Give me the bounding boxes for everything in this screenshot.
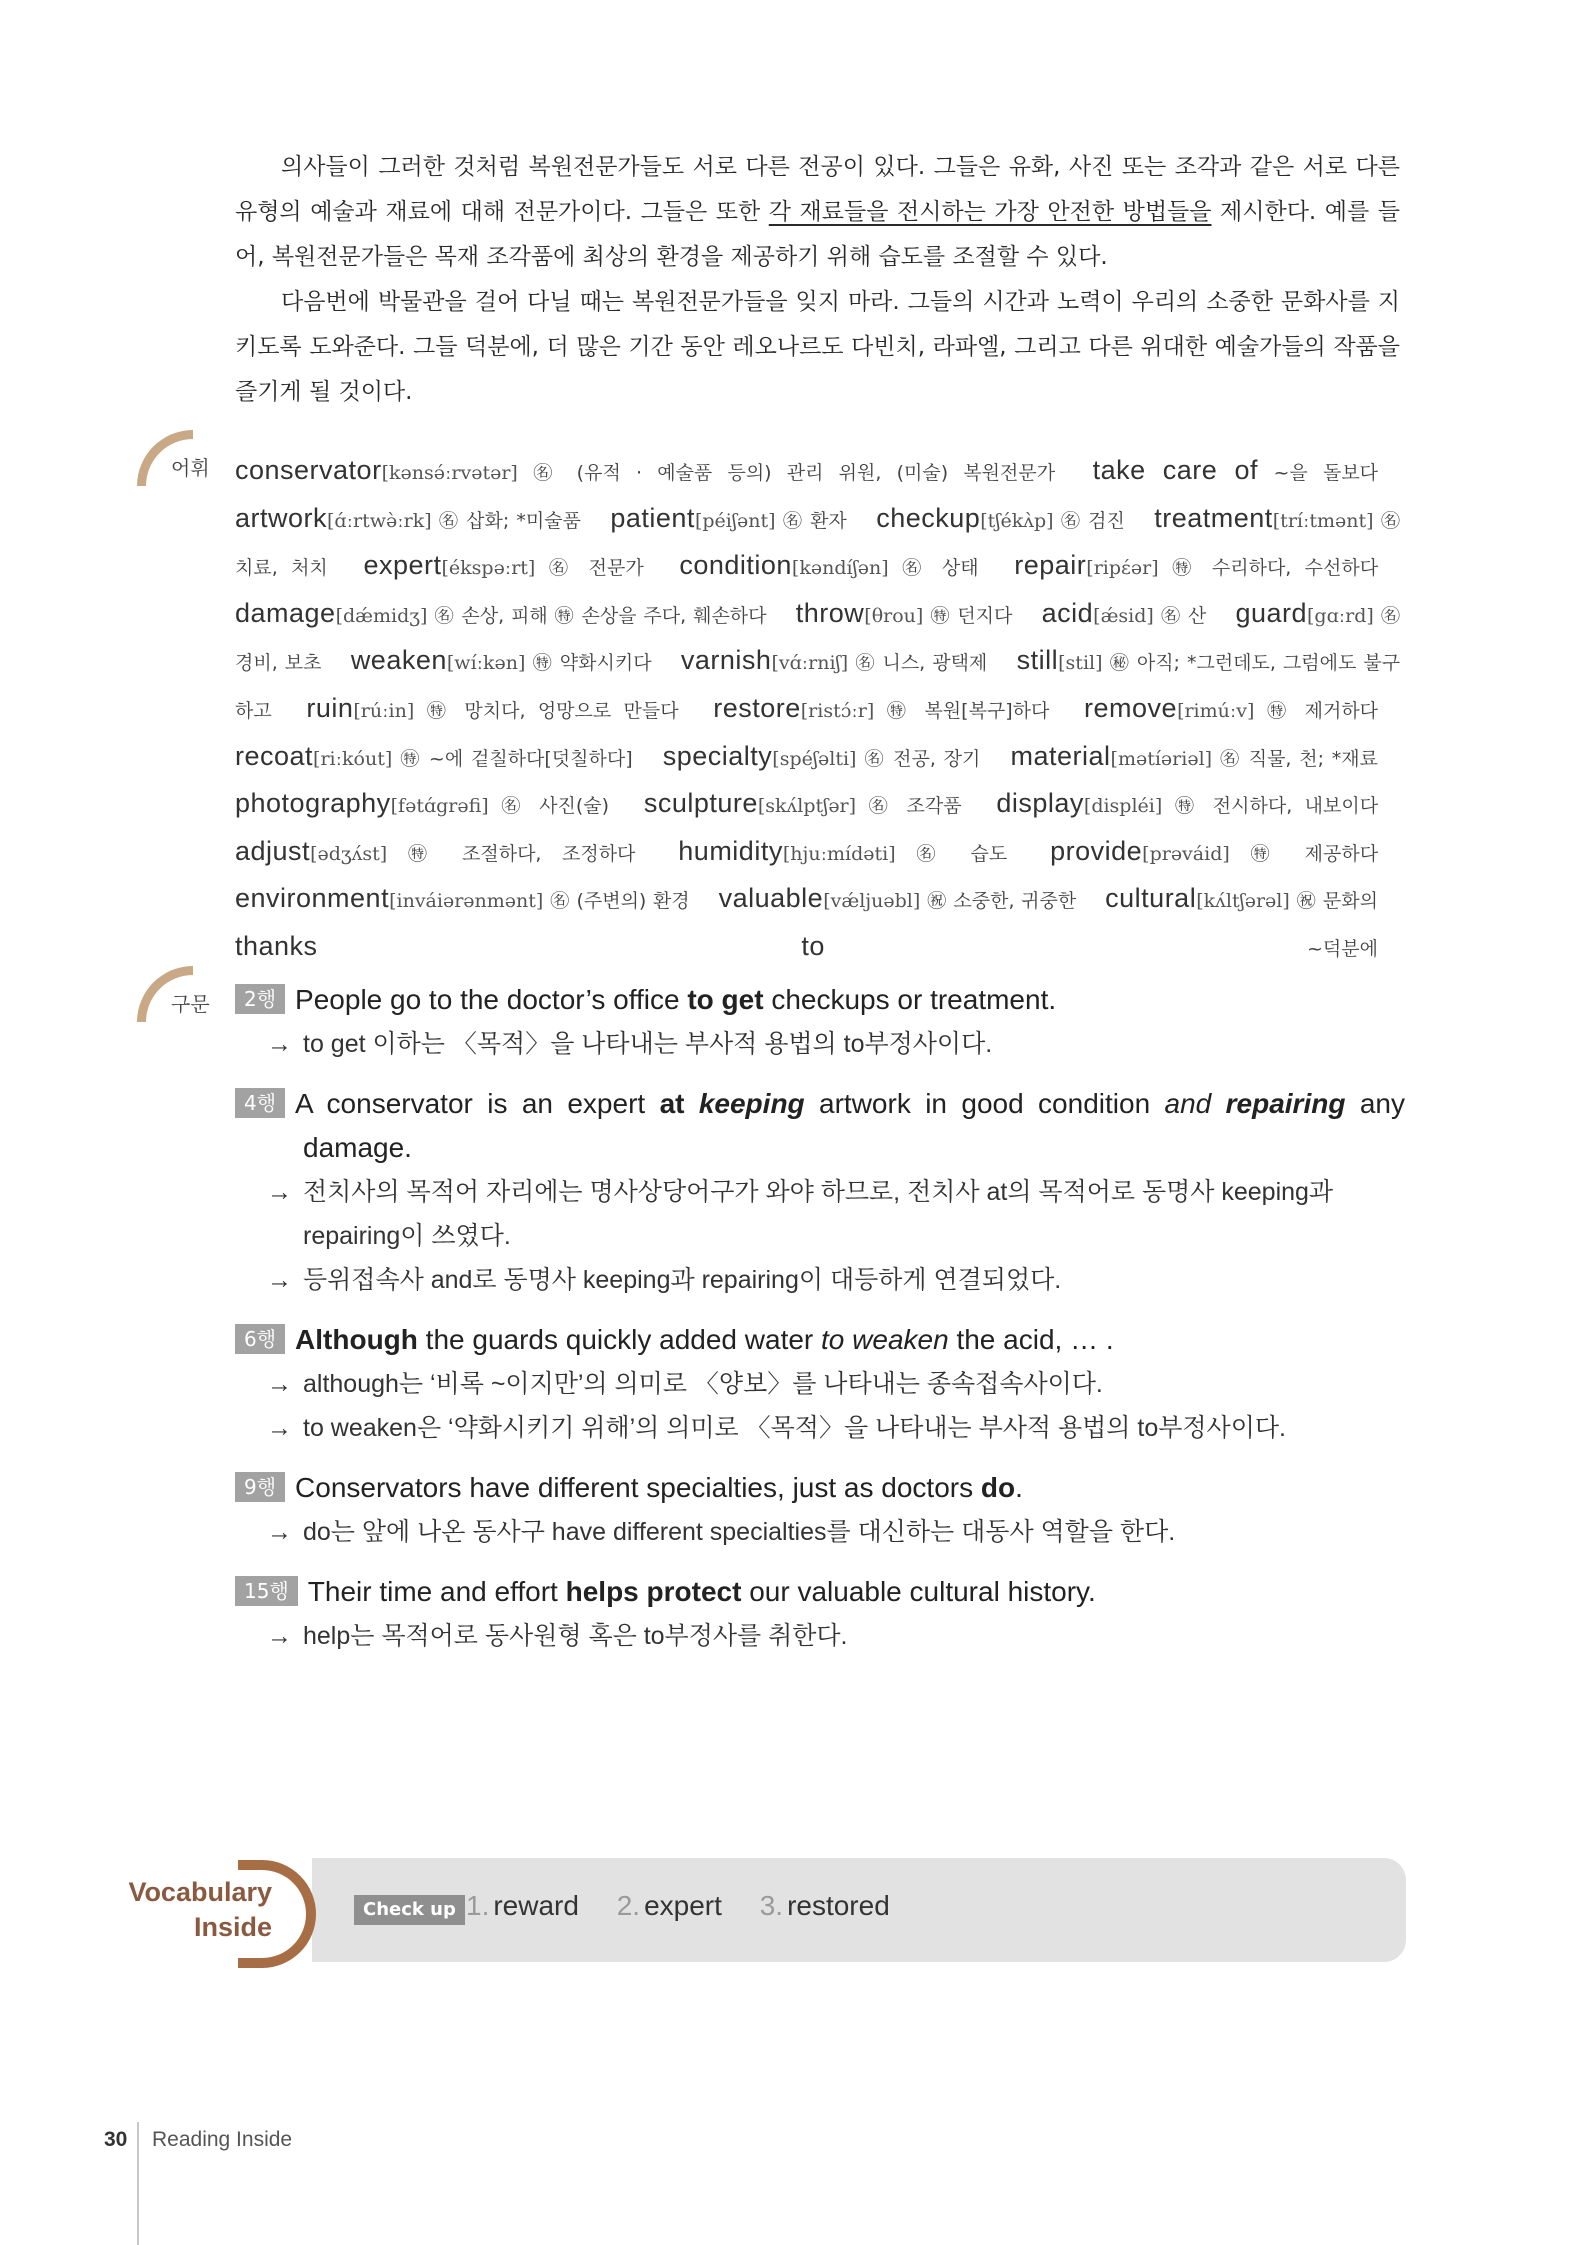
vocab-word: photography bbox=[235, 788, 391, 819]
vocab-entry bbox=[235, 835, 636, 866]
vocab-word: ruin bbox=[306, 692, 354, 723]
vocab-word: condition bbox=[679, 550, 792, 581]
vocab-word: display bbox=[996, 788, 1084, 819]
arrow-icon: → bbox=[267, 1414, 292, 1442]
vocab-word: recoat bbox=[235, 740, 314, 771]
arrow-icon: → bbox=[267, 1622, 292, 1650]
vocab-entry bbox=[678, 835, 1008, 866]
vocab-pronunciation: [tʃékʌ̀p] bbox=[980, 509, 1054, 532]
vocab-definition: ㊕ 던지다 bbox=[930, 604, 1013, 627]
vocab-pronunciation: [θrou] bbox=[864, 604, 924, 627]
vocab-pronunciation: [ǽsid] bbox=[1093, 604, 1154, 627]
vocab-entry bbox=[235, 788, 610, 819]
line-badge: 9행 bbox=[235, 1472, 285, 1502]
vocab-word: material bbox=[1010, 740, 1111, 771]
structure-label: 구문 bbox=[171, 992, 210, 1016]
vocab-definition: ㊔ 사진(술) bbox=[501, 795, 610, 818]
translation-paragraph-2: 다음번에 박물관을 걸어 다닐 때는 복원전문가들을 잊지 마라. 그들의 시간과 노력이 우리의 소중한 문화사를 지키도록 도와준다. 그들 덕분에, 더 많은 기간 동안 레오나르도 다빈치, 라파엘, 그리고 다른 위대한 예술가들의 작품을 즐기게 될 것이다. bbox=[235, 289, 1400, 405]
vocab-word: specialty bbox=[662, 740, 773, 771]
vocab-word: take care of bbox=[1092, 455, 1258, 485]
vocab-pronunciation: [ékspəːrt] bbox=[441, 557, 536, 580]
vocab-word: weaken bbox=[350, 645, 447, 676]
vocab-pronunciation: [ɑ́ːrtwə̀ːrk] bbox=[327, 509, 432, 532]
vocab-definition: ㊔ (주변의) 환경 bbox=[550, 890, 690, 913]
vocab-definition: ㊔ (유적 · 예술품 등의) 관리 위원, (미술) 복원전문가 bbox=[533, 462, 1056, 484]
structure-section bbox=[235, 978, 1405, 1674]
vocab-word: expert bbox=[363, 550, 442, 581]
vocab-pronunciation: [mətíəriəl] bbox=[1110, 747, 1213, 770]
vocabulary-inside-title: Vocabulary Inside bbox=[128, 1877, 272, 1942]
vocab-entry bbox=[610, 502, 847, 533]
vocabulary-list bbox=[235, 448, 1400, 972]
vocab-entry bbox=[680, 645, 988, 676]
vocab-definition: ㊕ 복원[복구]하다 bbox=[886, 699, 1050, 722]
vocab-word: still bbox=[1016, 645, 1059, 676]
vocab-entry bbox=[1084, 692, 1379, 723]
vocab-definition: ㊔ 검진 bbox=[1060, 509, 1125, 532]
vocab-entry bbox=[363, 550, 644, 581]
vocab-pronunciation: [gɑːrd] bbox=[1307, 604, 1374, 627]
vocab-pronunciation: [dǽmidʒ] bbox=[335, 604, 428, 627]
vocab-definition: ㊔ 전문가 bbox=[549, 557, 644, 580]
vocab-entry bbox=[718, 883, 1077, 914]
vocab-pronunciation: [displéi] bbox=[1083, 795, 1163, 818]
vocab-word: throw bbox=[795, 597, 865, 628]
structure-item: 2행 People go to the doctor’s office to get checkups or treatment. → to get 이하는 〈목적〉을 나타내는 부사적 용법의 to부정사이다. bbox=[235, 978, 1405, 1066]
vocab-word: varnish bbox=[680, 645, 772, 676]
structure-item: 15행 Their time and effort helps protect our valuable cultural history. → help는 목적어로 동사원형 혹은 to부정사를 취한다. bbox=[235, 1570, 1405, 1658]
note: do는 앞에 나온 동사구 have different specialties를 대신하는 대동사 역할을 한다. bbox=[303, 1518, 1176, 1546]
vocab-word: treatment bbox=[1154, 502, 1273, 533]
translation-paragraph-1: 의사들이 그러한 것처럼 복원전문가들도 서로 다른 전공이 있다. 그들은 유화, 사진 또는 조각과 같은 서로 다른 유형의 예술과 재료에 대해 전문가이다. 그들은 또한 각 재료들을 전시하는 가장 안전한 방법들을 제시한다. 예를 들어, 복원전문가들은 목재 조각품에 최상의 환경을 제공하기 위해 습도를 조절할 수 있다. bbox=[235, 154, 1400, 270]
vocab-entry bbox=[662, 740, 981, 771]
vocab-definition: ㊙ 아직; *그런데도, 그럼에도 불구하고 bbox=[235, 652, 1401, 722]
vocab-definition: ㊗ 소중한, 귀중한 bbox=[927, 890, 1077, 913]
vocab-pronunciation: [vǽljuəbl] bbox=[823, 890, 921, 913]
vocab-pronunciation: [wíːkən] bbox=[446, 652, 526, 675]
vocab-pronunciation: [vɑ́ːrniʃ] bbox=[771, 652, 849, 675]
arrow-icon: → bbox=[267, 1518, 292, 1546]
note: to weaken은 ‘약화시키기 위해’의 의미로 〈목적〉을 나타내는 부사적 용법의 to부정사이다. bbox=[303, 1414, 1286, 1442]
answer: reward bbox=[493, 1890, 579, 1921]
note: help는 목적어로 동사원형 혹은 to부정사를 취한다. bbox=[303, 1622, 848, 1650]
vocab-word: acid bbox=[1041, 597, 1094, 628]
vocab-pronunciation: [spéʃəlti] bbox=[772, 747, 857, 770]
vocab-word: repair bbox=[1014, 550, 1087, 581]
checkup-tag: Check up bbox=[354, 1895, 465, 1925]
vocab-pronunciation: [ədʒʌ́st] bbox=[310, 842, 388, 865]
structure-marker bbox=[137, 966, 237, 1026]
vocab-pronunciation: [rimúːv] bbox=[1177, 699, 1255, 722]
line-badge: 4행 bbox=[235, 1088, 285, 1118]
vocab-word: environment bbox=[235, 883, 390, 914]
vocab-definition: ㊔ 치료, 처치 bbox=[235, 509, 1400, 580]
vocab-word: valuable bbox=[718, 883, 824, 914]
vocab-entry bbox=[235, 740, 633, 771]
vocab-entry bbox=[643, 788, 962, 819]
vocab-pronunciation: [ripέər] bbox=[1086, 557, 1159, 580]
vocab-definition: ㊔ 환자 bbox=[782, 509, 847, 532]
vocab-pronunciation: [kənsə́ːrvətər] bbox=[381, 462, 518, 484]
vocab-definition: ~을 돌보다 bbox=[1273, 462, 1379, 484]
vocab-definition: ㊕ 망치다, 엉망으로 만들다 bbox=[426, 699, 679, 722]
vocab-pronunciation: [skʌ́lptʃər] bbox=[757, 795, 857, 818]
vocab-entry bbox=[235, 930, 1378, 961]
vocab-entry bbox=[306, 692, 679, 723]
vocab-entry bbox=[1050, 835, 1379, 866]
vocab-entry bbox=[235, 883, 690, 914]
page-number: 30 bbox=[104, 2128, 128, 2151]
vocab-definition: ㊔ 직물, 천; *재료 bbox=[1220, 747, 1378, 770]
vocab-entry bbox=[350, 645, 652, 676]
vocab-definition: ㊕ 약화시키다 bbox=[532, 652, 652, 675]
vocab-pronunciation: [rúːin] bbox=[353, 699, 415, 722]
vocab-pronunciation: [ristɔ́ːr] bbox=[800, 699, 875, 722]
vocab-definition: ㊕ ~에 겉칠하다[덧칠하다] bbox=[400, 747, 633, 770]
arrow-icon: → bbox=[267, 1030, 292, 1058]
note: to get 이하는 〈목적〉을 나타내는 부사적 용법의 to부정사이다. bbox=[303, 1030, 993, 1058]
vocab-word: sculpture bbox=[643, 788, 758, 819]
vocab-word: restore bbox=[713, 692, 801, 723]
vocab-definition: ~덕분에 bbox=[1307, 937, 1378, 960]
checkup-answers: 1. reward 2. expert 3. restored bbox=[466, 1890, 890, 1921]
vocab-pronunciation: [kəndíʃən] bbox=[791, 557, 889, 580]
vocab-pronunciation: [kʌ́ltʃərəl] bbox=[1196, 890, 1290, 913]
vocab-definition: ㊕ 전시하다, 내보이다 bbox=[1175, 795, 1379, 818]
vocab-word: cultural bbox=[1105, 883, 1197, 914]
vocab-pronunciation: [prəváid] bbox=[1142, 842, 1230, 865]
vocab-pronunciation: [tríːtmənt] bbox=[1272, 509, 1374, 532]
vocab-word: remove bbox=[1084, 692, 1178, 723]
translation-block bbox=[235, 145, 1400, 415]
footer-divider bbox=[137, 2122, 139, 2245]
answer: restored bbox=[787, 1890, 890, 1921]
vocab-entry bbox=[876, 502, 1125, 533]
vocab-pronunciation: [péiʃənt] bbox=[694, 509, 776, 532]
note: although는 ‘비록 ~이지만’의 의미로 〈양보〉를 나타내는 종속접속사이다. bbox=[303, 1370, 1103, 1398]
vocab-word: conservator bbox=[235, 455, 382, 485]
vocab-pronunciation: [hjuːmídəti] bbox=[782, 842, 896, 865]
vocab-definition: ㊔ 전공, 장기 bbox=[864, 747, 981, 770]
vocab-word: guard bbox=[1235, 597, 1308, 628]
vocab-word: patient bbox=[610, 502, 695, 533]
arrow-icon: → bbox=[267, 1370, 292, 1398]
note: 전치사의 목적어 자리에는 명사상당어구가 와야 하므로, 전치사 at의 목적어로 동명사 keeping과 repairing이 쓰였다. bbox=[303, 1178, 1334, 1250]
structure-item: 6행 Although the guards quickly added water to weaken the acid, … . → although는 ‘비록 ~이지만’의 의미로 〈양보〉를 나타내는 종속접속사이다. → to weaken은 ‘약화시키기 위해’의 의미로 〈목적〉을 나타내는 부사적 용법의 to부정사이다. bbox=[235, 1318, 1405, 1450]
vocab-definition: ㊔ 조각품 bbox=[868, 795, 962, 818]
vocab-definition: ㊕ 조절하다, 조정하다 bbox=[408, 842, 636, 865]
vocab-definition: ㊕ 제공하다 bbox=[1250, 842, 1379, 865]
vocab-definition: ㊕ 수리하다, 수선하다 bbox=[1172, 557, 1379, 580]
vocab-entry bbox=[235, 455, 1056, 485]
vocab-definition: ㊕ 제거하다 bbox=[1267, 699, 1379, 722]
vocab-pronunciation: [stil] bbox=[1058, 652, 1103, 675]
vocab-definition: ㊔ 상태 bbox=[902, 557, 979, 580]
structure-item: 4행 A conservator is an expert at keeping artwork in good condition and repairing any damage. → 전치사의 목적어 자리에는 명사상당어구가 와야 하므로, 전치사 at의 목적어로 동명사 keeping과 repairing이 쓰였다. → 등위접속사 and로 동명사 keeping과 repairing이 대등하게 연결되었다. bbox=[235, 1082, 1405, 1302]
vocab-word: adjust bbox=[235, 835, 311, 866]
arrow-icon: → bbox=[267, 1266, 292, 1294]
vocab-entry bbox=[679, 550, 979, 581]
line-badge: 2행 bbox=[235, 984, 285, 1014]
vocab-entry bbox=[1014, 550, 1379, 581]
vocab-pronunciation: [fətɑ́grəfi] bbox=[390, 795, 489, 818]
arrow-icon: → bbox=[267, 1178, 292, 1206]
line-badge: 15행 bbox=[235, 1576, 298, 1606]
vocab-entry bbox=[1010, 740, 1379, 771]
vocab-entry bbox=[996, 788, 1379, 819]
structure-item: 9행 Conservators have different specialties, just as doctors do. → do는 앞에 나온 동사구 have different specialties를 대신하는 대동사 역할을 한다. bbox=[235, 1466, 1405, 1554]
vocab-entry bbox=[795, 597, 1013, 628]
vocab-word: checkup bbox=[876, 502, 981, 533]
vocab-word: provide bbox=[1050, 835, 1143, 866]
vocab-pronunciation: [riːkóut] bbox=[313, 747, 393, 770]
vocab-definition: ㊔ 손상, 피해 ㊕ 손상을 주다, 훼손하다 bbox=[434, 604, 767, 627]
vocab-marker bbox=[137, 430, 237, 490]
vocab-definition: ㊔ 니스, 광택제 bbox=[855, 652, 988, 675]
vocab-entry bbox=[1092, 455, 1379, 485]
vocab-definition: ㊗ 문화의 bbox=[1296, 890, 1378, 913]
vocab-entry bbox=[713, 692, 1050, 723]
vocab-pronunciation: [inváiərənmənt] bbox=[389, 890, 544, 913]
vocab-entry bbox=[1041, 597, 1207, 628]
vocab-word: thanks to bbox=[235, 930, 825, 961]
answer: expert bbox=[644, 1890, 722, 1921]
vocab-word: artwork bbox=[235, 502, 328, 533]
vocab-word: humidity bbox=[678, 835, 783, 866]
vocab-definition: ㊔ 산 bbox=[1161, 604, 1207, 627]
underlined-phrase: 각 재료들을 전시하는 가장 안전한 방법들을 bbox=[768, 199, 1212, 225]
vocab-definition: ㊔ 습도 bbox=[916, 842, 1008, 865]
vocab-entry bbox=[1105, 883, 1378, 914]
vocab-entry bbox=[235, 502, 581, 533]
note: 등위접속사 and로 동명사 keeping과 repairing이 대등하게 연결되었다. bbox=[303, 1266, 1062, 1294]
vocab-label: 어휘 bbox=[171, 456, 210, 480]
line-badge: 6행 bbox=[235, 1324, 285, 1354]
vocab-definition: ㊔ 경비, 보초 bbox=[235, 604, 1401, 675]
vocab-entry bbox=[235, 597, 767, 628]
vocab-word: damage bbox=[235, 597, 336, 628]
book-title: Reading Inside bbox=[152, 2128, 293, 2151]
vocab-definition: ㊔ 삽화; *미술품 bbox=[439, 509, 581, 532]
